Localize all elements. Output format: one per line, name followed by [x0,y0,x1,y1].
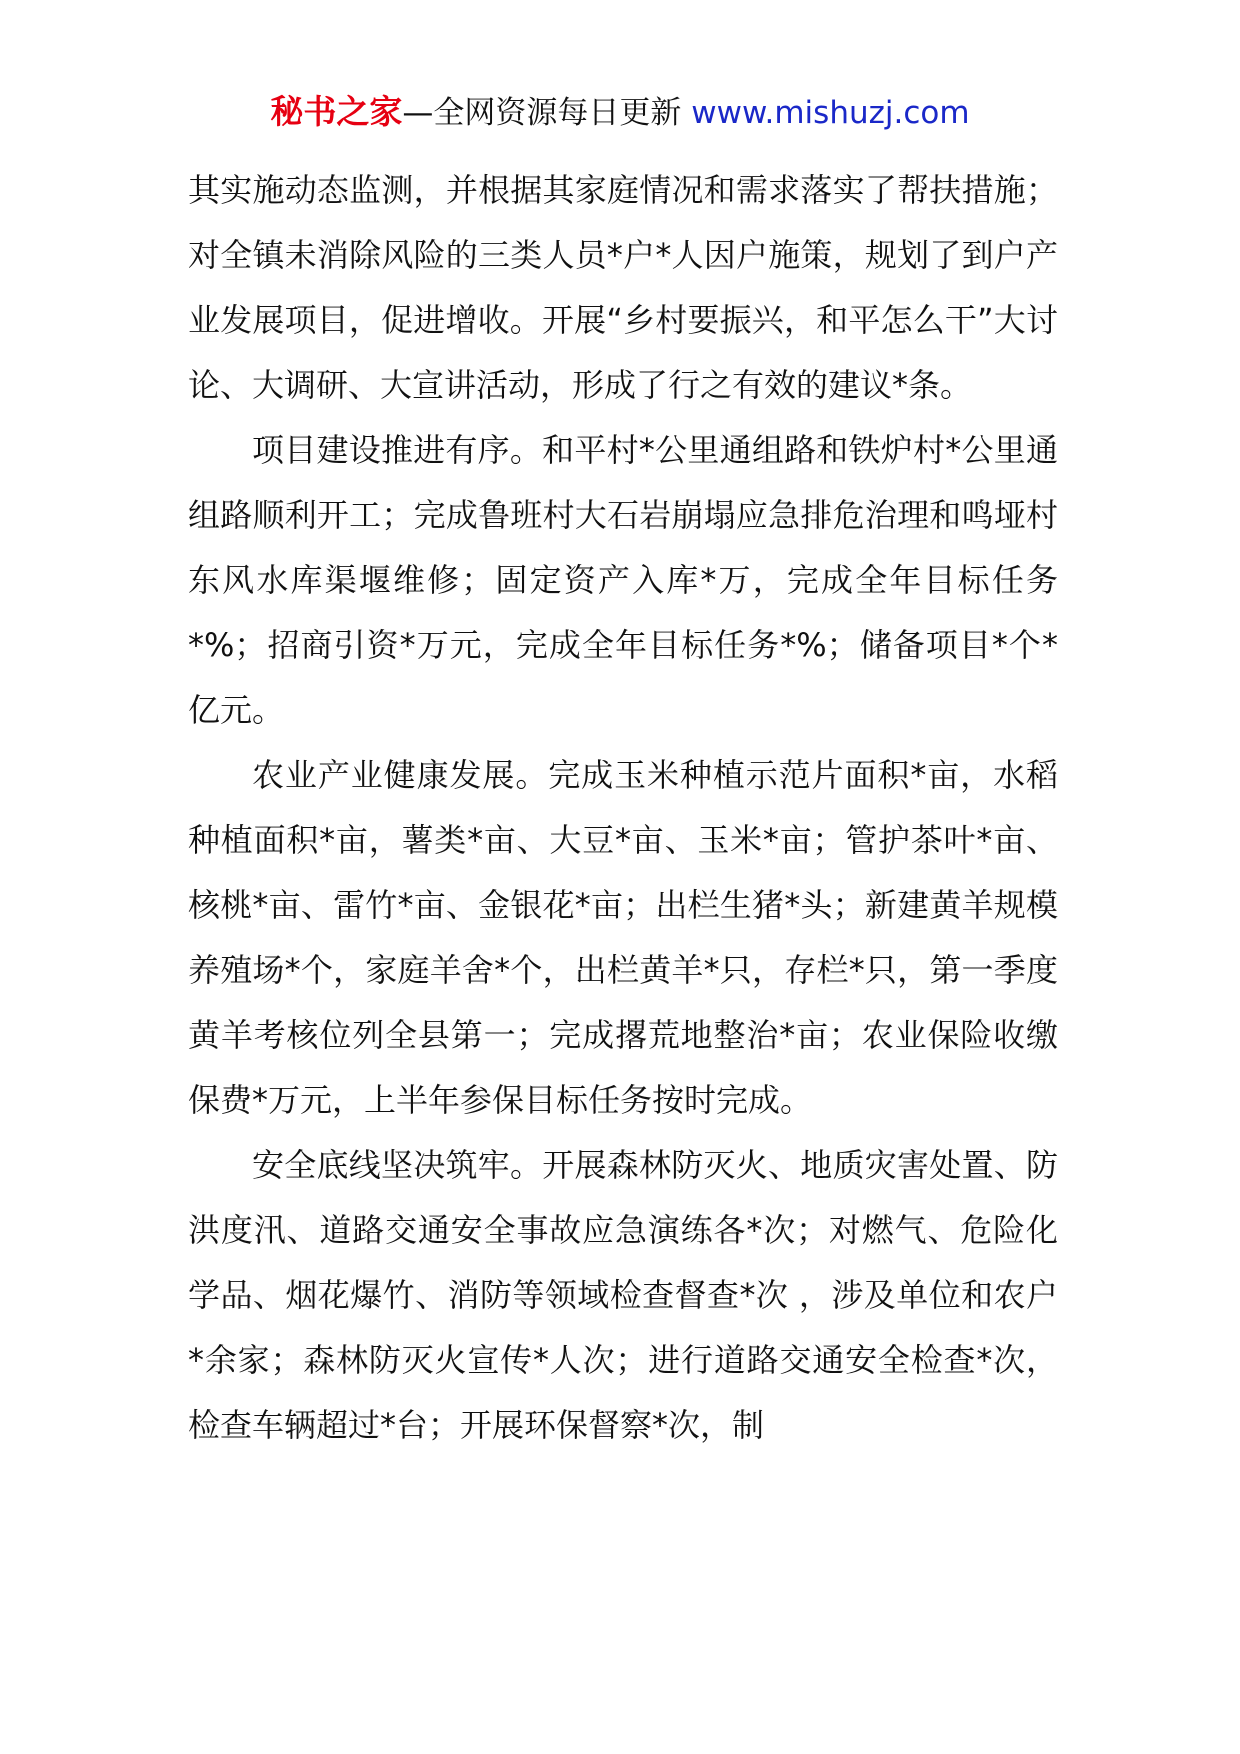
paragraph-project-construction: 项目建设推进有序。和平村*公里通组路和铁炉村*公里通组路顺利开工；完成鲁班村大石岩崩塌应急排危治理和鸣垭村东风水库渠堰维修；固定资产入库*万，完成全年目标任务*%；招商引资*万元，完成全年目标任务*%；储备项目*个*亿元。 [188,431,1058,729]
paragraph-safety: 安全底线坚决筑牢。开展森林防灭火、地质灾害处置、防洪度汛、道路交通安全事故应急演练各*次；对燃气、危险化学品、烟花爆竹、消防等领域检查督查*次 ，涉及单位和农户*余家；森林防灭火宣传*人次；进行道路交通安全检查*次，检查车辆超过*台；开展环保督察*次，制 [188,1146,1058,1444]
header-tagline: —全网资源每日更新 [402,95,692,131]
site-header [0,92,1240,133]
paragraph-agriculture: 农业产业健康发展。完成玉米种植示范片面积*亩，水稻种植面积*亩，薯类*亩、大豆*亩、玉米*亩；管护茶叶*亩、核桃*亩、雷竹*亩、金银花*亩；出栏生猪*头；新建黄羊规模养殖场*个，家庭羊舍*个，出栏黄羊*只，存栏*只，第一季度黄羊考核位列全县第一；完成撂荒地整治*亩；农业保险收缴保费*万元，上半年参保目标任务按时完成。 [188,756,1058,1119]
paragraph-continuation: 其实施动态监测，并根据其家庭情况和需求落实了帮扶措施；对全镇未消除风险的三类人员*户*人因户施策，规划了到户产业发展项目，促进增收。开展“乡村要振兴，和平怎么干”大讨论、大调研、大宣讲活动，形成了行之有效的建议*条。 [188,171,1058,404]
document-body [188,158,1058,1458]
brand-name: 秘书之家 [270,92,403,131]
site-url-link[interactable]: www.mishuzj.com [691,95,970,131]
